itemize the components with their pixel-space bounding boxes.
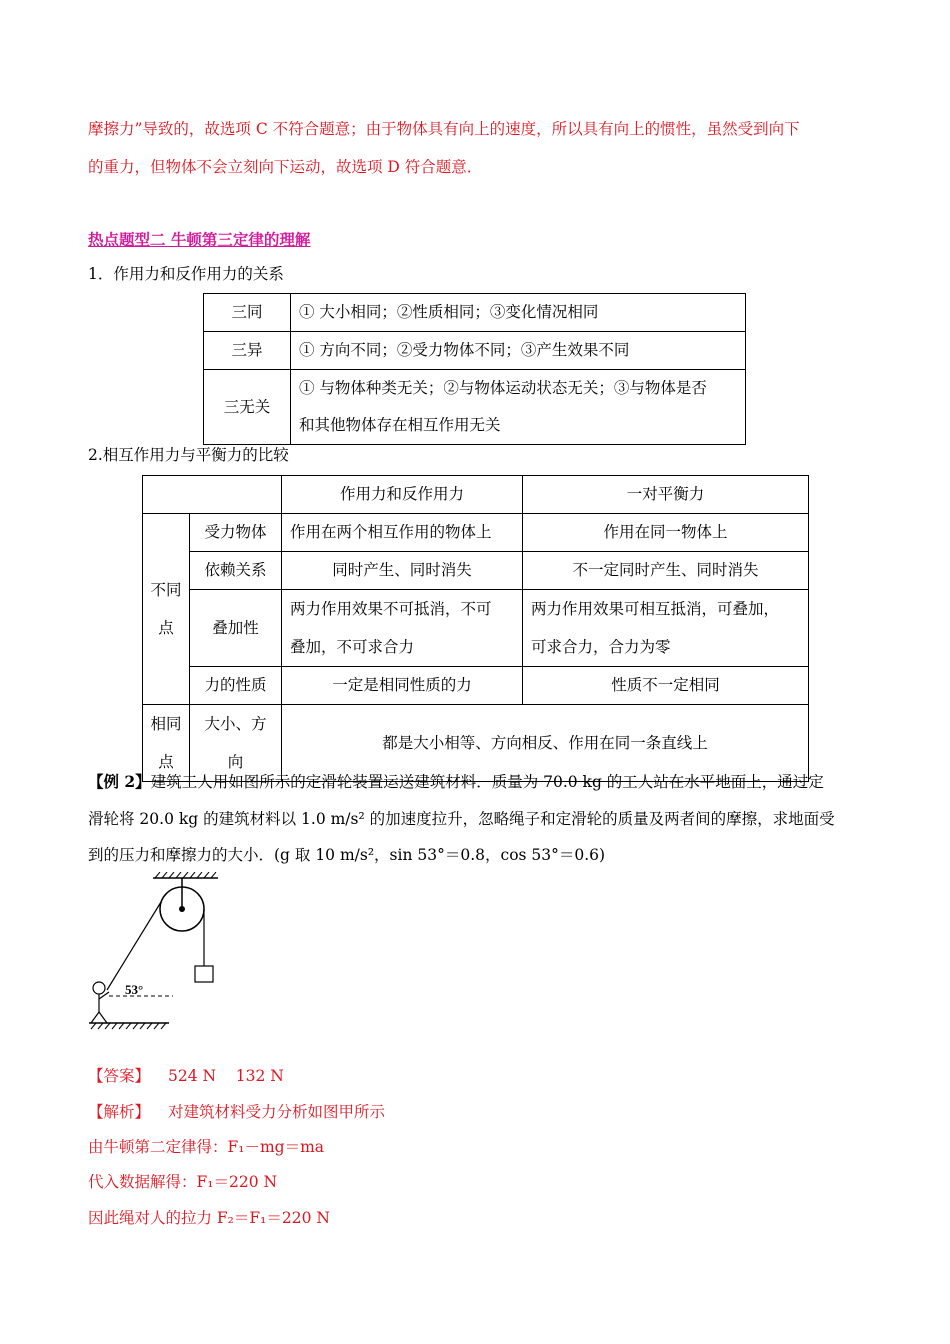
item1-title: 1．作用力和反作用力的关系 (88, 265, 284, 283)
table1-label-same: 三同 (204, 294, 291, 332)
analysis-step-2: 代入数据解得：F₁＝220 N (88, 1173, 278, 1191)
table2-cell-a-l1: 两力作用效果不可抵消，不可 (290, 600, 492, 618)
table1-content-diff: ① 方向不同；②受力物体不同；③产生效果不同 (291, 332, 746, 370)
table2-group-diff-l1: 不同 (150, 581, 182, 599)
load-block (195, 966, 213, 982)
table2-cell-a-l2: 叠加，不可求合力 (290, 638, 415, 656)
example-line-2: 滑轮将 20.0 kg 的建筑材料以 1.0 m/s² 的加速度拉升，忽略绳子和定滑轮的质量及两者间的摩擦，求地面受 (88, 810, 835, 828)
angle-label: 53° (125, 982, 144, 997)
example-line-1-text: 建筑工人用如图所示的定滑轮装置运送建筑材料．质量为 70.0 kg 的工人站在水平地面上，通过定 (150, 773, 824, 791)
answer-value: 524 N 132 N (168, 1067, 284, 1085)
table2-group-diff-l2: 点 (158, 619, 174, 637)
example-line-1 (88, 770, 824, 792)
worker-head (93, 982, 105, 994)
table2-cell-b-l1: 两力作用效果可相互抵消，可叠加， (531, 600, 780, 618)
table2-cell-a: 同时产生、同时消失 (282, 552, 523, 590)
table2-group-same-l2: 点 (158, 753, 174, 771)
table2-cell-a: 一定是相同性质的力 (282, 667, 523, 705)
analysis-tag: 【解析】 (88, 1103, 151, 1121)
table2-row-label: 依赖关系 (190, 552, 282, 590)
table1-content-unrelated (291, 370, 746, 445)
table1-label-unrelated: 三无关 (204, 370, 291, 445)
pulley-axle (179, 906, 185, 912)
worker-leg-right (99, 1012, 107, 1023)
table2-cell-b: 作用在同一物体上 (523, 514, 809, 552)
example-tag: 【例 2】 (88, 772, 151, 791)
worker-arm (99, 992, 109, 999)
intro-line-2: 的重力，但物体不会立刻向下运动，故选项 D 符合题意． (88, 158, 483, 176)
analysis-text: 对建筑材料受力分析如图甲所示 (168, 1103, 386, 1121)
analysis-line (88, 1100, 385, 1122)
table2-group-diff (143, 514, 190, 705)
section-title: 热点题型二 牛顿第三定律的理解 (88, 230, 311, 249)
answer-tag: 【答案】 (88, 1067, 151, 1085)
rope-to-worker (107, 902, 161, 990)
table2-header-a: 作用力和反作用力 (282, 476, 523, 514)
table2-group-same-l1: 相同 (150, 715, 182, 733)
ceiling-hatch (155, 872, 216, 878)
item2-title: 2.相互作用力与平衡力的比较 (88, 446, 289, 464)
table1-content-same: ① 大小相同；②性质相同；③变化情况相同 (291, 294, 746, 332)
table2-same-label-l2: 向 (227, 753, 244, 771)
table1-content-unrelated-l2: 和其他物体存在相互作用无关 (299, 416, 501, 434)
example-line-3: 到的压力和摩擦力的大小．(g 取 10 m/s²，sin 53°＝0.8，cos 53°＝0.6) (88, 846, 606, 864)
ground-hatch (91, 1023, 166, 1029)
comparison-table (142, 475, 809, 782)
table1-label-diff: 三异 (204, 332, 291, 370)
table2-row-label: 受力物体 (190, 514, 282, 552)
table2-same-content: 都是大小相等、方向相反、作用在同一条直线上 (282, 705, 809, 782)
table1-content-unrelated-l1: ① 与物体种类无关；②与物体运动状态无关；③与物体是否 (299, 379, 707, 397)
analysis-step-1: 由牛顿第二定律得：F₁－mg＝ma (88, 1138, 325, 1156)
table2-header-b: 一对平衡力 (523, 476, 809, 514)
table2-cell-b: 性质不一定相同 (523, 667, 809, 705)
worker-leg-left (91, 1012, 99, 1023)
answer-line (88, 1064, 284, 1086)
table2-row-label: 叠加性 (190, 590, 282, 667)
intro-line-1: 摩擦力”导致的，故选项 C 不符合题意；由于物体具有向上的速度，所以具有向上的惯性，虽然受到向下 (88, 120, 800, 138)
table2-row-label: 力的性质 (190, 667, 282, 705)
table2-cell-a (282, 590, 523, 667)
table2-corner (143, 476, 282, 514)
table2-cell-b (523, 590, 809, 667)
table2-cell-a: 作用在两个相互作用的物体上 (282, 514, 523, 552)
pulley-figure (85, 872, 235, 1032)
table2-cell-b: 不一定同时产生、同时消失 (523, 552, 809, 590)
table2-same-label-l1: 大小、方 (204, 715, 267, 733)
relation-table (203, 293, 746, 445)
analysis-step-3: 因此绳对人的拉力 F₂＝F₁＝220 N (88, 1209, 330, 1227)
table2-cell-b-l2: 可求合力，合力为零 (531, 638, 671, 656)
